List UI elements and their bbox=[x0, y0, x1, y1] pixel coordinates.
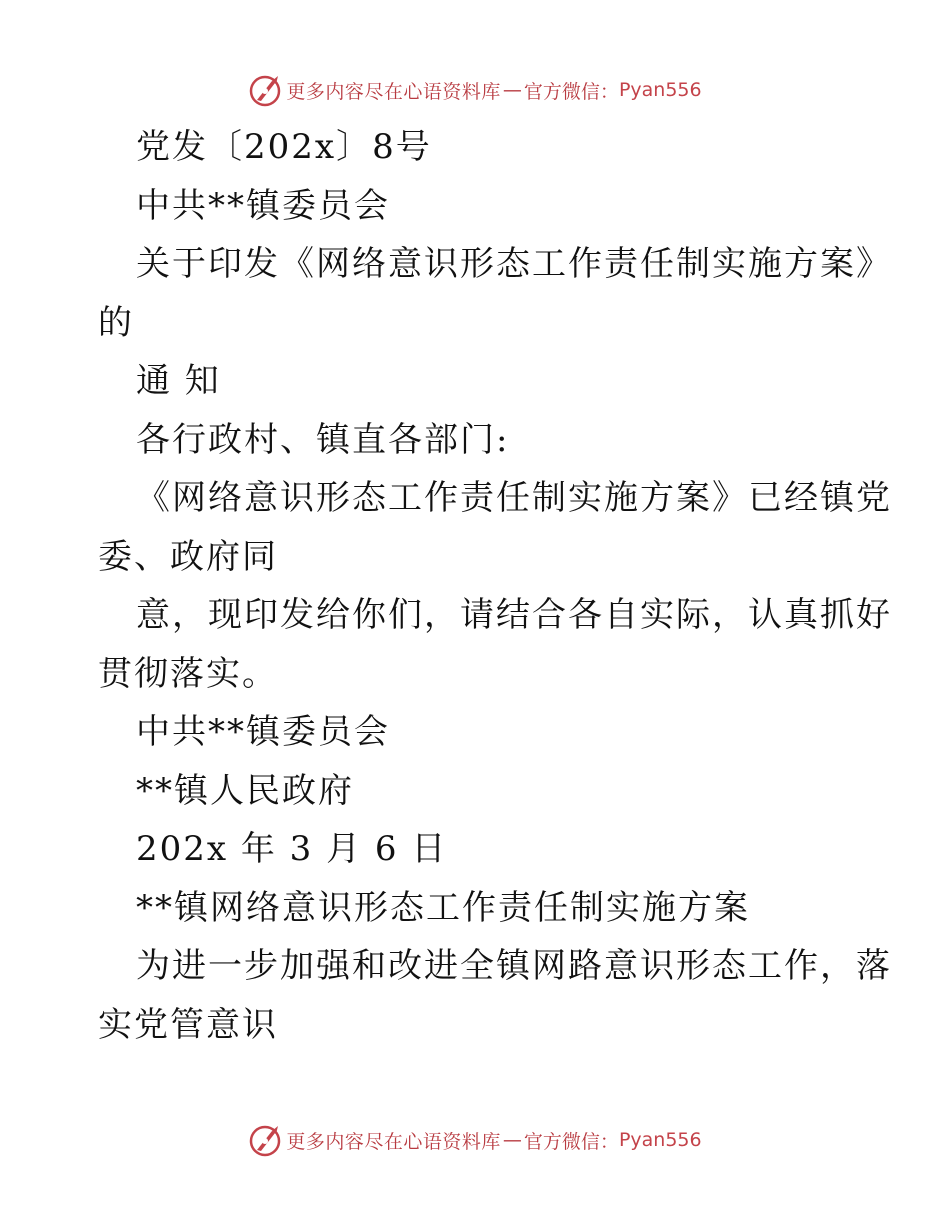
signer-party: 中共**镇委员会 bbox=[136, 712, 390, 752]
watermark-brand: 更多内容尽在心语资料库 bbox=[286, 1130, 501, 1153]
recipients: 各行政村、镇直各部门: bbox=[136, 419, 510, 460]
body-line-1: 《网络意识形态工作责任制实施方案》已经镇党 bbox=[136, 478, 892, 518]
watermark-wechat-id: Pyan556 bbox=[618, 1129, 702, 1151]
watermark-banner-bottom bbox=[0, 1120, 950, 1160]
title-line-2: 的 bbox=[98, 302, 134, 343]
watermark-label: 官方微信： bbox=[523, 1130, 619, 1153]
body-line-3: 意，现印发给你们，请结合各自实际，认真抓好 bbox=[136, 595, 892, 635]
title-notice: 通 知 bbox=[136, 361, 221, 401]
plan-title: **镇网络意识形态工作责任制实施方案 bbox=[136, 887, 750, 928]
document-body bbox=[98, 118, 892, 1054]
quill-logo-icon bbox=[248, 1123, 282, 1157]
doc-number: 党发〔202x〕8号 bbox=[136, 127, 432, 167]
body-line-4: 贯彻落实。 bbox=[98, 653, 278, 694]
quill-logo-icon bbox=[248, 73, 282, 107]
watermark-separator: — bbox=[502, 1129, 522, 1151]
watermark-label: 官方微信： bbox=[523, 80, 619, 103]
watermark-banner-top bbox=[0, 70, 950, 110]
plan-line-2: 实党管意识 bbox=[98, 1004, 278, 1045]
issue-date: 202x 年 3 月 6 日 bbox=[136, 829, 448, 869]
watermark-brand: 更多内容尽在心语资料库 bbox=[286, 80, 501, 103]
title-line-1: 关于印发《网络意识形态工作责任制实施方案》 bbox=[136, 244, 892, 284]
signer-government: **镇人民政府 bbox=[136, 770, 354, 811]
body-line-2: 委、政府同 bbox=[98, 536, 278, 577]
plan-line-1: 为进一步加强和改进全镇网路意识形态工作，落 bbox=[136, 946, 892, 986]
watermark-wechat-id: Pyan556 bbox=[618, 79, 702, 101]
watermark-separator: — bbox=[502, 79, 522, 101]
issuer: 中共**镇委员会 bbox=[136, 185, 390, 226]
